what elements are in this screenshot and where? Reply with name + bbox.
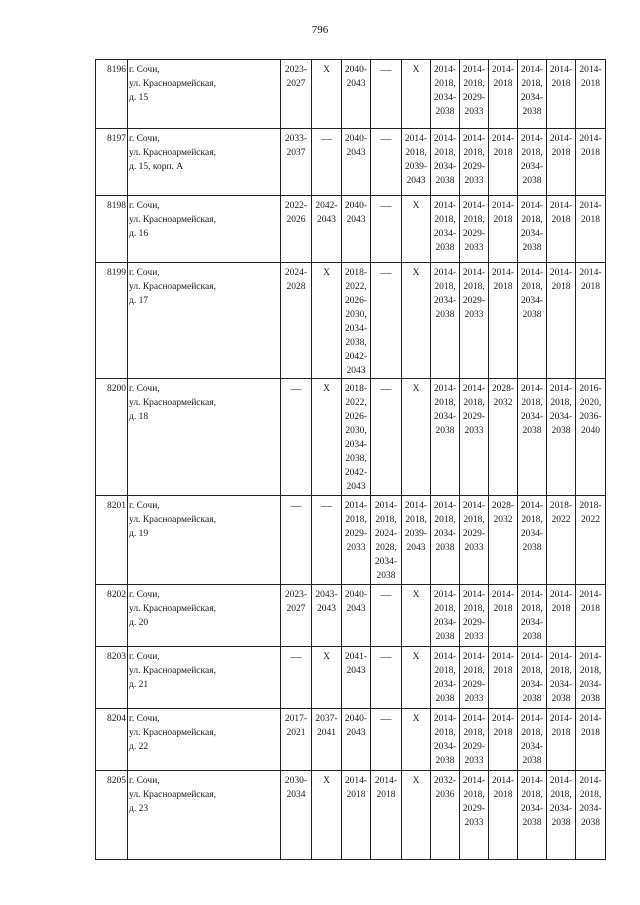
period-cell: 2014- 2018 xyxy=(489,585,518,647)
address-line: г. Сочи, xyxy=(129,384,160,394)
period-cell: 2014- 2018, 2029- 2033 xyxy=(460,496,489,585)
address-line: ул. Красноармейская, xyxy=(129,398,216,408)
period-cell: 2018- 2022 xyxy=(547,496,576,585)
period-cell: 2018- 2022, 2026- 2030, 2034- 2038, 2042- 2043 xyxy=(342,379,371,496)
address-cell xyxy=(128,129,281,196)
period-cell: 2016- 2020, 2036- 2040 xyxy=(576,379,606,496)
address-line: г. Сочи, xyxy=(129,134,160,144)
table-row xyxy=(96,585,635,647)
period-cell: 2014- 2018, 2034- 2038 xyxy=(518,647,547,709)
record-number: 8199 xyxy=(96,263,128,379)
period-cell: 2014- 2018, 2034- 2038 xyxy=(431,129,460,196)
address-cell xyxy=(128,647,281,709)
address-cell xyxy=(128,263,281,379)
period-cell: 2014- 2018 xyxy=(547,60,576,129)
address-line: г. Сочи, xyxy=(129,714,160,724)
period-cell: 2014- 2018 xyxy=(576,60,606,129)
period-cell: 2014- 2018 xyxy=(547,585,576,647)
period-cell: X xyxy=(402,709,431,771)
period-cell: X xyxy=(402,60,431,129)
period-cell: — xyxy=(371,60,402,129)
period-cell: 2014- 2018, 2034- 2038 xyxy=(518,709,547,771)
address-line: д. 23 xyxy=(129,804,149,814)
period-cell: X xyxy=(312,263,342,379)
record-number: 8205 xyxy=(96,771,128,860)
period-cell: 2014- 2018, 2034- 2038 xyxy=(576,771,606,860)
period-cell: — xyxy=(281,379,312,496)
address-cell xyxy=(128,379,281,496)
period-cell: 2014- 2018, 2029- 2033 xyxy=(460,60,489,129)
period-cell: X xyxy=(312,771,342,860)
period-cell: 2028- 2032 xyxy=(489,379,518,496)
period-cell: 2014- 2018, 2029- 2033 xyxy=(460,771,489,860)
period-cell: 2014- 2018, 2034- 2038 xyxy=(431,379,460,496)
address-line: д. 17 xyxy=(129,296,149,306)
period-cell: 2014- 2018 xyxy=(371,771,402,860)
address-line: д. 16 xyxy=(129,229,149,239)
period-cell: — xyxy=(371,263,402,379)
period-cell: 2014- 2018, 2034- 2038 xyxy=(431,585,460,647)
period-cell: 2014- 2018, 2029- 2033 xyxy=(460,196,489,263)
period-cell: 2014- 2018 xyxy=(576,196,606,263)
period-cell: X xyxy=(402,585,431,647)
address-line: ул. Красноармейская, xyxy=(129,79,216,89)
period-cell: 2014- 2018, 2034- 2038 xyxy=(518,60,547,129)
period-cell: 2037- 2041 xyxy=(312,709,342,771)
page-number: 796 xyxy=(311,24,329,36)
period-cell: 2014- 2018 xyxy=(489,263,518,379)
period-cell: 2014- 2018 xyxy=(489,647,518,709)
period-cell: 2040- 2043 xyxy=(342,129,371,196)
period-cell: — xyxy=(371,196,402,263)
period-cell: 2022- 2026 xyxy=(281,196,312,263)
table-row xyxy=(96,129,635,196)
period-cell: 2014- 2018 xyxy=(547,129,576,196)
address-line: ул. Красноармейская, xyxy=(129,604,216,614)
table-row xyxy=(96,709,635,771)
record-number: 8204 xyxy=(96,709,128,771)
table-row xyxy=(96,60,635,129)
period-cell: 2014- 2018 xyxy=(547,263,576,379)
period-cell: X xyxy=(312,379,342,496)
record-number: 8200 xyxy=(96,379,128,496)
period-cell: 2014- 2018, 2024- 2028, 2034- 2038 xyxy=(371,496,402,585)
period-cell: 2014- 2018, 2034- 2038 xyxy=(518,771,547,860)
address-line: д. 19 xyxy=(129,529,149,539)
address-line: ул. Красноармейская, xyxy=(129,515,216,525)
period-cell: 2028- 2032 xyxy=(489,496,518,585)
period-cell: 2018- 2022, 2026- 2030, 2034- 2038, 2042- 2043 xyxy=(342,263,371,379)
period-cell: 2014- 2018, 2029- 2033 xyxy=(460,379,489,496)
table-row xyxy=(96,496,635,585)
address-line: г. Сочи, xyxy=(129,590,160,600)
address-cell xyxy=(128,709,281,771)
period-cell: 2014- 2018 xyxy=(489,60,518,129)
period-cell: 2014- 2018, 2034- 2038 xyxy=(518,263,547,379)
period-cell: 2042- 2043 xyxy=(312,196,342,263)
record-number: 8201 xyxy=(96,496,128,585)
address-line: д. 18 xyxy=(129,412,149,422)
address-line: д. 15 xyxy=(129,93,149,103)
period-cell: X xyxy=(402,771,431,860)
address-line: ул. Красноармейская, xyxy=(129,790,216,800)
record-number: 8203 xyxy=(96,647,128,709)
period-cell: 2014- 2018 xyxy=(342,771,371,860)
period-cell: 2024- 2028 xyxy=(281,263,312,379)
address-line: ул. Красноармейская, xyxy=(129,148,216,158)
period-cell: 2014- 2018, 2034- 2038 xyxy=(547,379,576,496)
period-cell: 2014- 2018, 2034- 2038 xyxy=(518,196,547,263)
period-cell: 2033- 2037 xyxy=(281,129,312,196)
period-cell: X xyxy=(402,379,431,496)
period-cell: 2014- 2018 xyxy=(576,129,606,196)
period-cell: 2040- 2043 xyxy=(342,709,371,771)
period-cell: 2014- 2018 xyxy=(547,709,576,771)
period-cell: 2014- 2018, 2034- 2038 xyxy=(431,263,460,379)
address-cell xyxy=(128,196,281,263)
period-cell: 2014- 2018, 2034- 2038 xyxy=(547,647,576,709)
period-cell: 2014- 2018 xyxy=(576,709,606,771)
period-cell: X xyxy=(402,647,431,709)
period-cell: 2014- 2018 xyxy=(576,263,606,379)
period-cell: 2017- 2021 xyxy=(281,709,312,771)
address-line: д. 21 xyxy=(129,680,149,690)
address-cell xyxy=(128,60,281,129)
period-cell: 2014- 2018, 2029- 2033 xyxy=(460,709,489,771)
period-cell: 2014- 2018 xyxy=(489,129,518,196)
record-number: 8196 xyxy=(96,60,128,129)
address-line: ул. Красноармейская, xyxy=(129,728,216,738)
period-cell: 2014- 2018, 2039- 2043 xyxy=(402,129,431,196)
period-cell: — xyxy=(312,129,342,196)
period-cell: X xyxy=(312,647,342,709)
period-cell: X xyxy=(312,60,342,129)
address-line: ул. Красноармейская, xyxy=(129,215,216,225)
period-cell: 2014- 2018 xyxy=(489,196,518,263)
period-cell: X xyxy=(402,263,431,379)
registry-table xyxy=(95,59,635,860)
period-cell: 2014- 2018, 2029- 2033 xyxy=(460,129,489,196)
period-cell: 2023- 2027 xyxy=(281,585,312,647)
address-line: г. Сочи, xyxy=(129,501,160,511)
period-cell: 2014- 2018, 2034- 2038 xyxy=(431,196,460,263)
address-line: г. Сочи, xyxy=(129,776,160,786)
period-cell: 2018- 2022 xyxy=(576,496,606,585)
address-cell xyxy=(128,771,281,860)
period-cell: — xyxy=(281,496,312,585)
period-cell: 2014- 2018, 2029- 2033 xyxy=(460,585,489,647)
table-row xyxy=(96,379,635,496)
period-cell: 2014- 2018, 2029- 2033 xyxy=(460,263,489,379)
period-cell: 2014- 2018 xyxy=(489,709,518,771)
table-row xyxy=(96,263,635,379)
period-cell: 2014- 2018, 2034- 2038 xyxy=(518,129,547,196)
period-cell: — xyxy=(371,379,402,496)
period-cell: — xyxy=(371,709,402,771)
address-line: д. 22 xyxy=(129,742,149,752)
table-row xyxy=(96,196,635,263)
address-line: г. Сочи, xyxy=(129,201,160,211)
address-cell xyxy=(128,585,281,647)
period-cell: — xyxy=(371,647,402,709)
period-cell: 2014- 2018, 2029- 2033 xyxy=(342,496,371,585)
address-line: д. 20 xyxy=(129,618,149,628)
period-cell: 2014- 2018, 2034- 2038 xyxy=(431,496,460,585)
address-line: г. Сочи, xyxy=(129,652,160,662)
period-cell: 2014- 2018, 2034- 2038 xyxy=(431,647,460,709)
address-line: г. Сочи, xyxy=(129,268,160,278)
period-cell: 2014- 2018 xyxy=(576,585,606,647)
period-cell: 2040- 2043 xyxy=(342,585,371,647)
period-cell: 2043- 2043 xyxy=(312,585,342,647)
period-cell: 2014- 2018 xyxy=(489,771,518,860)
period-cell: 2032- 2036 xyxy=(431,771,460,860)
table-row xyxy=(96,647,635,709)
period-cell: 2014- 2018, 2034- 2038 xyxy=(518,496,547,585)
period-cell: 2041- 2043 xyxy=(342,647,371,709)
record-number: 8198 xyxy=(96,196,128,263)
period-cell: 2014- 2018, 2034- 2038 xyxy=(576,647,606,709)
period-cell: 2014- 2018, 2034- 2038 xyxy=(431,709,460,771)
period-cell: — xyxy=(281,647,312,709)
period-cell: — xyxy=(312,496,342,585)
address-line: ул. Красноармейская, xyxy=(129,666,216,676)
period-cell: X xyxy=(402,196,431,263)
address-line: ул. Красноармейская, xyxy=(129,282,216,292)
period-cell: 2030- 2034 xyxy=(281,771,312,860)
period-cell: 2014- 2018, 2034- 2038 xyxy=(518,585,547,647)
address-line: г. Сочи, xyxy=(129,65,160,75)
period-cell: 2040- 2043 xyxy=(342,196,371,263)
period-cell: — xyxy=(371,585,402,647)
period-cell: 2014- 2018, 2039- 2043 xyxy=(402,496,431,585)
period-cell: 2014- 2018, 2034- 2038 xyxy=(518,379,547,496)
period-cell: 2014- 2018, 2034- 2038 xyxy=(547,771,576,860)
address-line: д. 15, корп. А xyxy=(129,162,184,172)
period-cell: 2023- 2027 xyxy=(281,60,312,129)
record-number: 8202 xyxy=(96,585,128,647)
period-cell: 2014- 2018, 2034- 2038 xyxy=(431,60,460,129)
period-cell: 2014- 2018 xyxy=(547,196,576,263)
period-cell: 2014- 2018, 2029- 2033 xyxy=(460,647,489,709)
table-row xyxy=(96,771,635,860)
period-cell: 2040- 2043 xyxy=(342,60,371,129)
address-cell xyxy=(128,496,281,585)
record-number: 8197 xyxy=(96,129,128,196)
period-cell: — xyxy=(371,129,402,196)
